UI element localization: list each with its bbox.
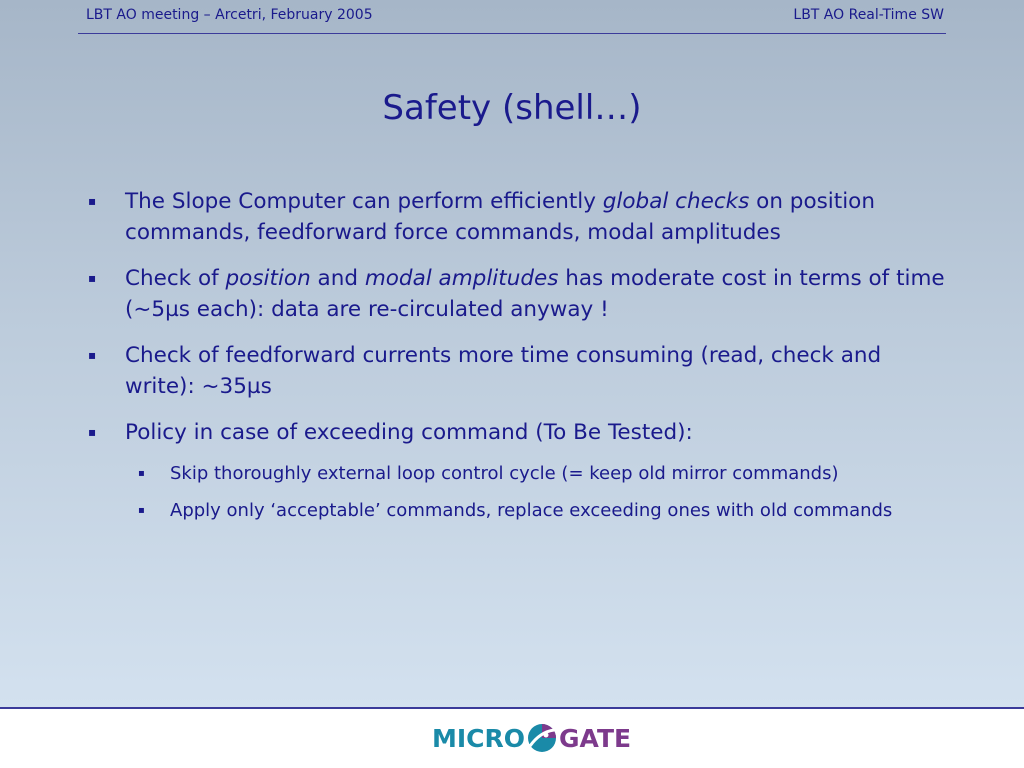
bullet-2-text-b: and [310,266,365,291]
sub-bullet-1 [138,460,948,488]
footer-divider [0,707,1024,709]
sub-bullet-2-text: Apply only ‘acceptable’ commands, replace exceeding ones with old commands [170,500,893,521]
logo-text-gate: GATE [559,723,632,753]
bullet-marker: ▪ [88,271,97,285]
bullet-3-text: Check of feedforward currents more time consuming (read, check and write): ~35µs [125,343,882,399]
slide-title: Safety (shell…) [382,88,642,128]
logo-globe-icon [526,722,558,754]
sub-bullet-marker: ▪ [138,468,145,479]
slide-body [88,186,948,537]
bullet-4-text: Policy in case of exceeding command (To Be Tested): [125,420,693,445]
bullet-1-text-a: The Slope Computer can perform efficiently [125,189,603,214]
bullet-4 [88,417,948,448]
bullet-marker: ▪ [88,348,97,362]
header-right: LBT AO Real-Time SW [793,7,944,23]
logo-text-micro: MICRO [432,723,526,753]
sub-bullet-2 [138,497,948,525]
header-divider [78,33,946,34]
microgate-logo [432,718,631,758]
sub-bullet-marker: ▪ [138,505,145,516]
bullet-2-em-b: modal amplitudes [364,266,559,291]
bullet-1-em: global checks [602,189,750,214]
bullet-2-text-c: has moderate cost in terms of time (~5µs each): data are re-circulated anyway ! [125,266,945,322]
bullet-2-text-a: Check of [125,266,226,291]
sub-bullet-1-text: Skip thoroughly external loop control cycle (= keep old mirror commands) [170,463,839,484]
bullet-2-em-a: position [225,266,311,291]
bullet-3 [88,340,948,402]
bullet-1 [88,186,948,248]
bullet-1-text-b: on position commands, feedforward force commands, modal amplitudes [125,189,875,245]
header-left: LBT AO meeting – Arcetri, February 2005 [86,7,373,23]
bullet-marker: ▪ [88,425,97,439]
bullet-2 [88,263,948,325]
bullet-marker: ▪ [88,194,97,208]
